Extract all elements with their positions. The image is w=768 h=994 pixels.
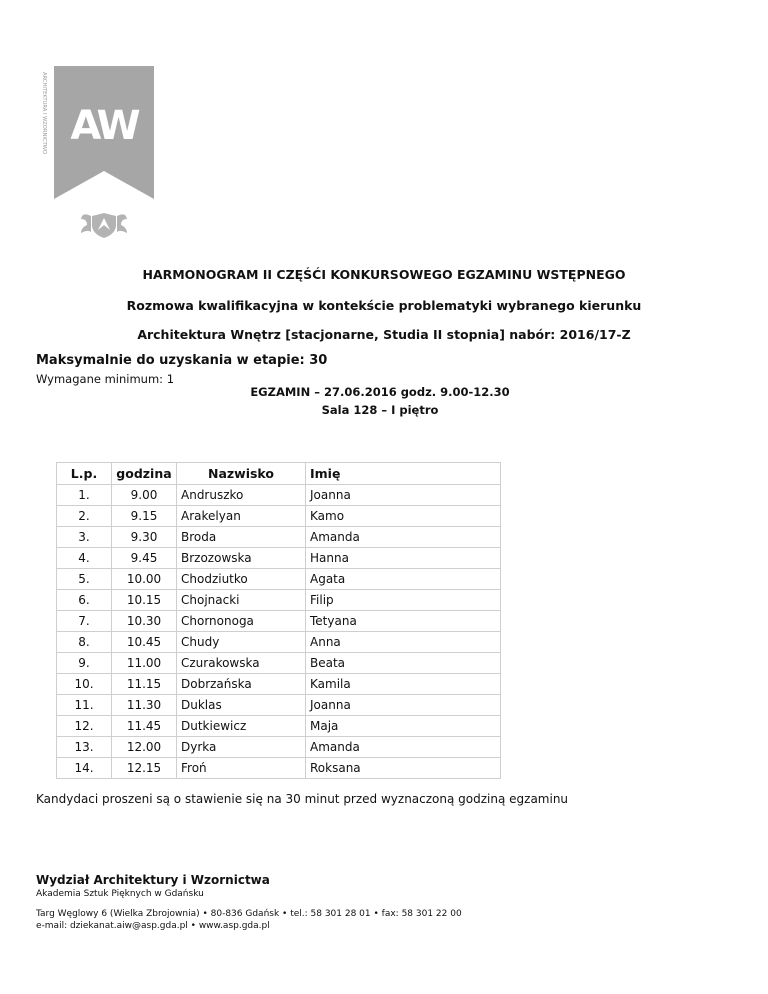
row-firstname: Amanda: [306, 527, 501, 548]
row-time: 10.45: [112, 632, 177, 653]
schedule-title: HARMONOGRAM II CZĘŚĆI KONKURSOWEGO EGZAMINU WSTĘPNEGO: [142, 267, 626, 282]
row-lp: 8.: [57, 632, 112, 653]
table-row: [57, 716, 501, 737]
row-firstname: Amanda: [306, 737, 501, 758]
row-lp: 6.: [57, 590, 112, 611]
table-row: [57, 527, 501, 548]
table-row: [57, 611, 501, 632]
faculty-logo: [34, 66, 154, 266]
row-firstname: Joanna: [306, 485, 501, 506]
row-surname: Andruszko: [177, 485, 306, 506]
row-lp: 13.: [57, 737, 112, 758]
table-row: [57, 485, 501, 506]
schedule-table: [56, 462, 501, 779]
row-time: 9.15: [112, 506, 177, 527]
footer-address-block: [36, 908, 462, 932]
table-row: [57, 758, 501, 779]
table-row: [57, 653, 501, 674]
row-firstname: Agata: [306, 569, 501, 590]
row-time: 10.30: [112, 611, 177, 632]
row-surname: Czurakowska: [177, 653, 306, 674]
row-time: 9.00: [112, 485, 177, 506]
gdansk-coat-of-arms-icon: [81, 213, 127, 238]
exam-room: Sala 128 – I piętro: [321, 403, 439, 417]
row-lp: 4.: [57, 548, 112, 569]
row-time: 11.00: [112, 653, 177, 674]
row-lp: 11.: [57, 695, 112, 716]
row-firstname: Hanna: [306, 548, 501, 569]
row-surname: Brzozowska: [177, 548, 306, 569]
footer-faculty: Wydział Architektury i Wzornictwa: [36, 873, 270, 887]
schedule-subtitle: Rozmowa kwalifikacyjna w kontekście problematyki wybranego kierunku: [126, 298, 642, 313]
row-time: 9.45: [112, 548, 177, 569]
row-surname: Chodziutko: [177, 569, 306, 590]
table-row: [57, 737, 501, 758]
row-surname: Chornonoga: [177, 611, 306, 632]
table-row: [57, 569, 501, 590]
row-surname: Duklas: [177, 695, 306, 716]
row-firstname: Filip: [306, 590, 501, 611]
program-line: Architektura Wnętrz [stacjonarne, Studia II stopnia] nabór: 2016/17-Z: [137, 327, 631, 342]
row-time: 12.00: [112, 737, 177, 758]
row-time: 9.30: [112, 527, 177, 548]
row-lp: 12.: [57, 716, 112, 737]
row-lp: 5.: [57, 569, 112, 590]
row-firstname: Beata: [306, 653, 501, 674]
row-surname: Dobrzańska: [177, 674, 306, 695]
row-surname: Dutkiewicz: [177, 716, 306, 737]
candidate-note: Kandydaci proszeni są o stawienie się na 30 minut przed wyznaczoną godziną egzaminu: [36, 792, 569, 806]
header-firstname: Imię: [306, 463, 501, 485]
footer-address: Targ Węglowy 6 (Wielka Zbrojownia) • 80-836 Gdańsk • tel.: 58 301 28 01 • fax: 58 301 22 00: [36, 909, 462, 919]
row-surname: Froń: [177, 758, 306, 779]
table-row: [57, 506, 501, 527]
logo-brand-text: AW: [70, 103, 138, 149]
table-header-row: [57, 463, 501, 485]
table-row: [57, 695, 501, 716]
header-surname: Nazwisko: [177, 463, 306, 485]
max-points: Maksymalnie do uzyskania w etapie: 30: [36, 353, 328, 368]
row-firstname: Kamila: [306, 674, 501, 695]
table-row: [57, 548, 501, 569]
exam-date: EGZAMIN – 27.06.2016 godz. 9.00-12.30: [250, 385, 510, 399]
row-time: 11.45: [112, 716, 177, 737]
row-surname: Arakelyan: [177, 506, 306, 527]
row-time: 10.15: [112, 590, 177, 611]
footer-academy: Akademia Sztuk Pięknych w Gdańsku: [36, 889, 204, 899]
row-surname: Dyrka: [177, 737, 306, 758]
row-lp: 1.: [57, 485, 112, 506]
row-time: 11.15: [112, 674, 177, 695]
row-surname: Chudy: [177, 632, 306, 653]
row-lp: 10.: [57, 674, 112, 695]
logo-side-text: ARCHITEKTURA I WZORNICTWO: [41, 72, 47, 154]
row-lp: 9.: [57, 653, 112, 674]
footer-contact: e-mail: dziekanat.aiw@asp.gda.pl • www.asp.gda.pl: [36, 921, 270, 931]
row-surname: Chojnacki: [177, 590, 306, 611]
row-lp: 3.: [57, 527, 112, 548]
table-row: [57, 674, 501, 695]
row-firstname: Anna: [306, 632, 501, 653]
header-time: godzina: [112, 463, 177, 485]
row-lp: 7.: [57, 611, 112, 632]
row-surname: Broda: [177, 527, 306, 548]
row-time: 11.30: [112, 695, 177, 716]
row-firstname: Tetyana: [306, 611, 501, 632]
table-row: [57, 590, 501, 611]
row-firstname: Roksana: [306, 758, 501, 779]
row-firstname: Joanna: [306, 695, 501, 716]
row-lp: 14.: [57, 758, 112, 779]
row-firstname: Maja: [306, 716, 501, 737]
header-lp: L.p.: [57, 463, 112, 485]
row-firstname: Kamo: [306, 506, 501, 527]
row-time: 10.00: [112, 569, 177, 590]
row-lp: 2.: [57, 506, 112, 527]
row-time: 12.15: [112, 758, 177, 779]
min-points: Wymagane minimum: 1: [36, 372, 175, 386]
table-row: [57, 632, 501, 653]
schedule-body: [57, 485, 501, 779]
